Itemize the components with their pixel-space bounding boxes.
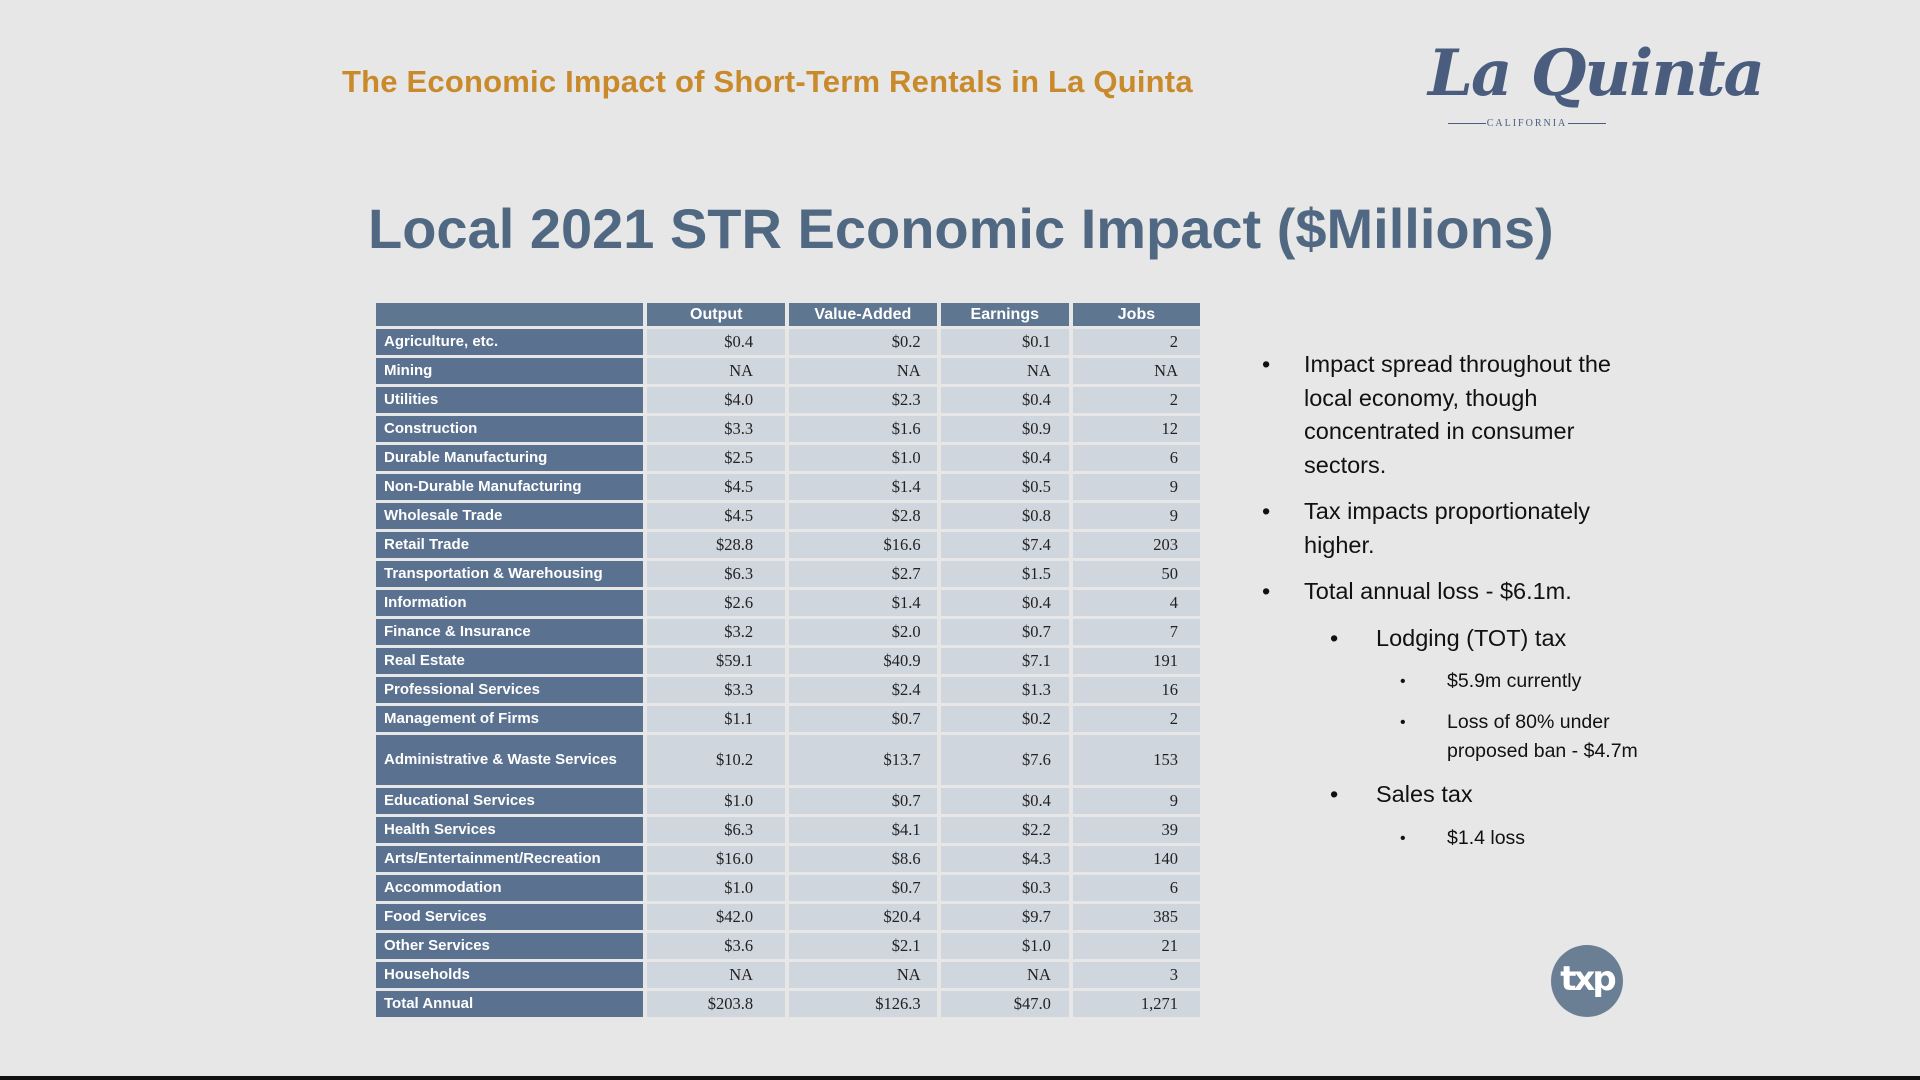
jobs-cell: 385 <box>1073 904 1200 930</box>
bullet-text: Sales tax <box>1376 781 1473 807</box>
table-row <box>376 561 1200 587</box>
sector-cell: Transportation & Warehousing <box>376 561 643 587</box>
jobs-cell: 12 <box>1073 416 1200 442</box>
earnings-cell: $2.2 <box>941 817 1069 843</box>
output-cell: $6.3 <box>647 817 785 843</box>
table-row <box>376 962 1200 988</box>
table-row <box>376 648 1200 674</box>
jobs-cell: 9 <box>1073 474 1200 500</box>
output-cell: NA <box>647 962 785 988</box>
bullet-icon: • <box>1400 714 1406 731</box>
sub-bullet-item <box>1262 778 1642 812</box>
table-row <box>376 474 1200 500</box>
bullet-item <box>1262 575 1642 609</box>
output-cell: $4.5 <box>647 503 785 529</box>
output-cell: $59.1 <box>647 648 785 674</box>
bullet-list <box>1262 348 1642 865</box>
bullet-item <box>1262 495 1642 562</box>
sector-cell: Households <box>376 962 643 988</box>
value-added-cell: $1.4 <box>789 474 937 500</box>
bullet-text: Loss of 80% under proposed ban - $4.7m <box>1447 711 1638 762</box>
output-cell: $42.0 <box>647 904 785 930</box>
presentation-title: The Economic Impact of Short-Term Rentals in La Quinta <box>342 64 1193 99</box>
sub-bullet-item <box>1262 622 1642 656</box>
earnings-cell: $7.6 <box>941 735 1069 785</box>
jobs-cell: 50 <box>1073 561 1200 587</box>
jobs-cell: 191 <box>1073 648 1200 674</box>
sector-cell: Wholesale Trade <box>376 503 643 529</box>
value-added-cell: $2.0 <box>789 619 937 645</box>
value-added-cell: $0.7 <box>789 706 937 732</box>
table-row <box>376 706 1200 732</box>
table-row <box>376 788 1200 814</box>
sector-cell: Total Annual <box>376 991 643 1017</box>
value-added-cell: $1.4 <box>789 590 937 616</box>
earnings-cell: $7.1 <box>941 648 1069 674</box>
jobs-cell: 2 <box>1073 387 1200 413</box>
value-added-cell: $40.9 <box>789 648 937 674</box>
value-added-cell: $2.7 <box>789 561 937 587</box>
output-cell: $3.2 <box>647 619 785 645</box>
bullet-text: Lodging (TOT) tax <box>1376 624 1567 651</box>
sector-cell: Educational Services <box>376 788 643 814</box>
sector-cell: Management of Firms <box>376 706 643 732</box>
jobs-cell: 21 <box>1073 933 1200 959</box>
jobs-cell: 153 <box>1073 735 1200 785</box>
value-added-cell: $0.7 <box>789 788 937 814</box>
jobs-cell: 39 <box>1073 817 1200 843</box>
table-row <box>376 590 1200 616</box>
logo-subtitle: CALIFORNIA <box>1486 118 1568 129</box>
sector-cell: Real Estate <box>376 648 643 674</box>
earnings-cell: $1.3 <box>941 677 1069 703</box>
sector-cell: Food Services <box>376 904 643 930</box>
output-cell: $4.5 <box>647 474 785 500</box>
earnings-cell: $0.3 <box>941 875 1069 901</box>
sector-cell: Arts/Entertainment/Recreation <box>376 846 643 872</box>
output-cell: $28.8 <box>647 532 785 558</box>
la-quinta-logo <box>1420 36 1763 136</box>
sub-sub-bullet-item <box>1262 824 1642 853</box>
jobs-cell: 2 <box>1073 329 1200 355</box>
earnings-cell: $4.3 <box>941 846 1069 872</box>
table-header-row <box>376 303 1200 326</box>
jobs-cell: 7 <box>1073 619 1200 645</box>
value-added-cell: NA <box>789 358 937 384</box>
earnings-cell: $9.7 <box>941 904 1069 930</box>
table-row <box>376 387 1200 413</box>
earnings-cell: $0.4 <box>941 788 1069 814</box>
jobs-cell: NA <box>1073 358 1200 384</box>
bullet-icon: • <box>1400 829 1406 847</box>
output-cell: $16.0 <box>647 846 785 872</box>
bullet-text: Total annual loss - $6.1m. <box>1304 578 1572 604</box>
txp-watermark-badge: txp <box>1551 945 1623 1017</box>
value-added-cell: $2.1 <box>789 933 937 959</box>
table-row <box>376 445 1200 471</box>
earnings-cell: NA <box>941 358 1069 384</box>
value-added-cell: $0.2 <box>789 329 937 355</box>
sector-cell: Durable Manufacturing <box>376 445 643 471</box>
earnings-cell: $7.4 <box>941 532 1069 558</box>
value-added-cell: $13.7 <box>789 735 937 785</box>
earnings-cell: NA <box>941 962 1069 988</box>
bullet-text: Tax impacts proportionately higher. <box>1304 498 1591 558</box>
sector-cell: Utilities <box>376 387 643 413</box>
jobs-cell: 3 <box>1073 962 1200 988</box>
earnings-cell: $0.7 <box>941 619 1069 645</box>
output-cell: $1.0 <box>647 788 785 814</box>
earnings-cell: $1.5 <box>941 561 1069 587</box>
table-row <box>376 503 1200 529</box>
table-row <box>376 358 1200 384</box>
sector-cell: Retail Trade <box>376 532 643 558</box>
output-cell: $2.6 <box>647 590 785 616</box>
sector-cell: Mining <box>376 358 643 384</box>
value-added-cell: $2.8 <box>789 503 937 529</box>
earnings-cell: $47.0 <box>941 991 1069 1017</box>
output-cell: $3.3 <box>647 416 785 442</box>
table-row <box>376 416 1200 442</box>
jobs-cell: 16 <box>1073 677 1200 703</box>
jobs-cell: 6 <box>1073 875 1200 901</box>
jobs-cell: 203 <box>1073 532 1200 558</box>
earnings-cell: $0.4 <box>941 387 1069 413</box>
value-added-cell: $126.3 <box>789 991 937 1017</box>
jobs-cell: 4 <box>1073 590 1200 616</box>
output-cell: $0.4 <box>647 329 785 355</box>
bullet-text: $1.4 loss <box>1447 826 1526 849</box>
sector-cell: Health Services <box>376 817 643 843</box>
bullet-icon: • <box>1330 781 1339 807</box>
jobs-cell: 6 <box>1073 445 1200 471</box>
output-cell: NA <box>647 358 785 384</box>
value-added-cell: $2.4 <box>789 677 937 703</box>
value-added-cell: $16.6 <box>789 532 937 558</box>
bullet-text: $5.9m currently <box>1447 670 1582 692</box>
sector-cell: Information <box>376 590 643 616</box>
header-earnings: Earnings <box>941 303 1069 326</box>
value-added-cell: $2.3 <box>789 387 937 413</box>
earnings-cell: $0.1 <box>941 329 1069 355</box>
header-sector <box>376 303 643 326</box>
output-cell: $10.2 <box>647 735 785 785</box>
bullet-text: Impact spread throughout the local economy, though concentrated in consumer sectors. <box>1304 351 1612 478</box>
earnings-cell: $1.0 <box>941 933 1069 959</box>
sector-cell: Construction <box>376 416 643 442</box>
value-added-cell: $8.6 <box>789 846 937 872</box>
jobs-cell: 1,271 <box>1073 991 1200 1017</box>
bottom-frame-bar <box>0 1076 1920 1080</box>
output-cell: $1.0 <box>647 875 785 901</box>
table-row <box>376 933 1200 959</box>
earnings-cell: $0.4 <box>941 590 1069 616</box>
table-row <box>376 532 1200 558</box>
jobs-cell: 140 <box>1073 846 1200 872</box>
bullet-item <box>1262 348 1642 482</box>
jobs-cell: 9 <box>1073 788 1200 814</box>
header-value-added: Value-Added <box>789 303 937 326</box>
jobs-cell: 9 <box>1073 503 1200 529</box>
header-output: Output <box>647 303 785 326</box>
output-cell: $3.6 <box>647 933 785 959</box>
output-cell: $203.8 <box>647 991 785 1017</box>
value-added-cell: $1.0 <box>789 445 937 471</box>
earnings-cell: $0.4 <box>941 445 1069 471</box>
jobs-cell: 2 <box>1073 706 1200 732</box>
earnings-cell: $0.5 <box>941 474 1069 500</box>
table-row <box>376 677 1200 703</box>
table-row <box>376 619 1200 645</box>
earnings-cell: $0.8 <box>941 503 1069 529</box>
table-row <box>376 846 1200 872</box>
output-cell: $2.5 <box>647 445 785 471</box>
table-row <box>376 735 1200 785</box>
value-added-cell: $1.6 <box>789 416 937 442</box>
table-row <box>376 904 1200 930</box>
sector-cell: Finance & Insurance <box>376 619 643 645</box>
sector-cell: Non-Durable Manufacturing <box>376 474 643 500</box>
earnings-cell: $0.9 <box>941 416 1069 442</box>
sector-cell: Administrative & Waste Services <box>376 735 643 785</box>
table-row <box>376 817 1200 843</box>
bullet-icon: • <box>1262 578 1271 604</box>
slide-title: Local 2021 STR Economic Impact ($Millions) <box>368 197 1554 260</box>
table-row-total <box>376 991 1200 1017</box>
earnings-cell: $0.2 <box>941 706 1069 732</box>
output-cell: $3.3 <box>647 677 785 703</box>
output-cell: $1.1 <box>647 706 785 732</box>
bullet-icon: • <box>1262 351 1271 377</box>
sub-sub-bullet-item <box>1262 708 1642 766</box>
logo-rule-right <box>1568 123 1606 124</box>
economic-impact-table <box>372 300 1204 1020</box>
bullet-icon: • <box>1330 624 1339 651</box>
sub-sub-bullet-item <box>1262 667 1642 696</box>
value-added-cell: $0.7 <box>789 875 937 901</box>
bullet-icon: • <box>1400 673 1406 690</box>
output-cell: $4.0 <box>647 387 785 413</box>
table-row <box>376 329 1200 355</box>
sector-cell: Accommodation <box>376 875 643 901</box>
table-row <box>376 875 1200 901</box>
value-added-cell: NA <box>789 962 937 988</box>
output-cell: $6.3 <box>647 561 785 587</box>
header-jobs: Jobs <box>1073 303 1200 326</box>
value-added-cell: $20.4 <box>789 904 937 930</box>
sector-cell: Professional Services <box>376 677 643 703</box>
sector-cell: Agriculture, etc. <box>376 329 643 355</box>
logo-wordmark: La Quinta <box>1428 36 1763 111</box>
bullet-icon: • <box>1262 498 1271 524</box>
value-added-cell: $4.1 <box>789 817 937 843</box>
sector-cell: Other Services <box>376 933 643 959</box>
